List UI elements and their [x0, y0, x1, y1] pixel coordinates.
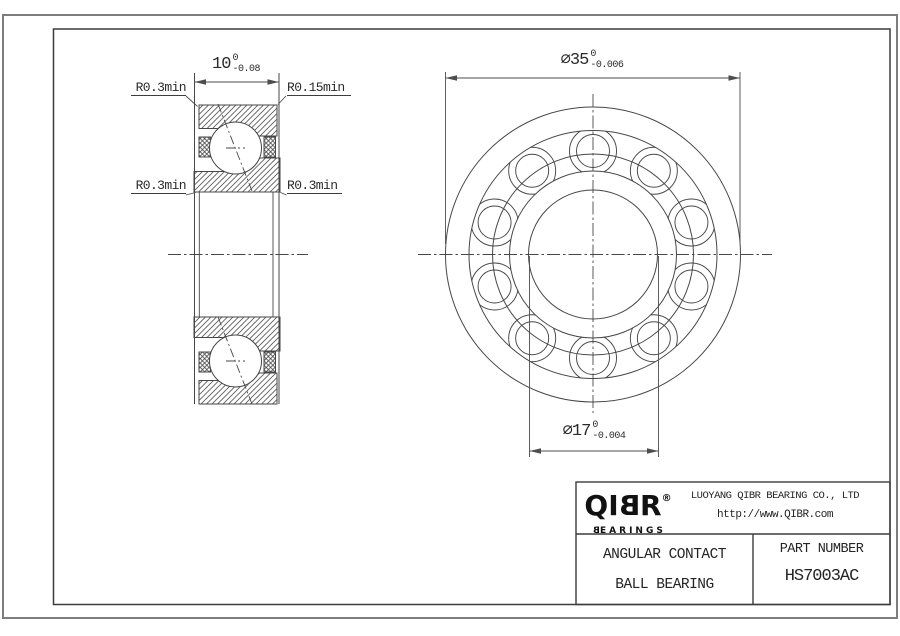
cage-section-lower-right [264, 352, 276, 372]
ball-circle [516, 154, 549, 187]
ball-circle [516, 322, 549, 355]
registered-mark: ® [661, 493, 672, 504]
outer-frame [3, 15, 897, 618]
part-number-label: PART NUMBER [779, 542, 864, 557]
cage-section-upper-left [199, 137, 211, 157]
ball-circle [637, 154, 670, 187]
bore-dim-value: ⌀17 [562, 422, 591, 441]
r-label-top-left: R0.3min [131, 81, 186, 96]
website: http://www.QIBR.com [717, 509, 833, 521]
qibr-logo [582, 485, 674, 536]
bore-dimension [563, 421, 626, 442]
company-name: LUOYANG QIBR BEARING CO., LTD [690, 490, 860, 502]
r-label-top-right: R0.15min [287, 81, 351, 96]
bore-dim-tolerance: 0 -0.004 [592, 420, 626, 442]
ball-circle [637, 322, 670, 355]
front-view-centerlines [418, 94, 772, 413]
cage-section-lower-left [199, 352, 211, 372]
section-view [168, 73, 308, 404]
leader-top-left [186, 96, 198, 107]
logo-text: QIBR [584, 489, 662, 522]
product-type-line1: ANGULAR CONTACT [602, 547, 727, 563]
part-number-cell [753, 534, 890, 604]
width-dimension [212, 54, 260, 75]
company-block [662, 487, 888, 525]
product-type-cell [576, 534, 753, 604]
od-dimension [561, 50, 624, 71]
r-label-mid-left: R0.3min [131, 179, 186, 194]
leader-mid-right [281, 193, 287, 196]
r-label-mid-right: R0.3min [287, 179, 342, 194]
logo-subtext: BEARINGS [590, 526, 666, 536]
width-dim-value: 10 [212, 55, 231, 74]
product-type-line2: BALL BEARING [615, 577, 714, 593]
od-dim-value: ⌀35 [560, 51, 589, 70]
cage-section-upper-right [264, 137, 276, 157]
width-dim-tolerance: 0 -0.08 [232, 53, 260, 75]
part-number-value: HS7003AC [784, 567, 859, 586]
od-dim-tolerance: 0 -0.006 [590, 49, 624, 71]
front-view [418, 94, 772, 413]
